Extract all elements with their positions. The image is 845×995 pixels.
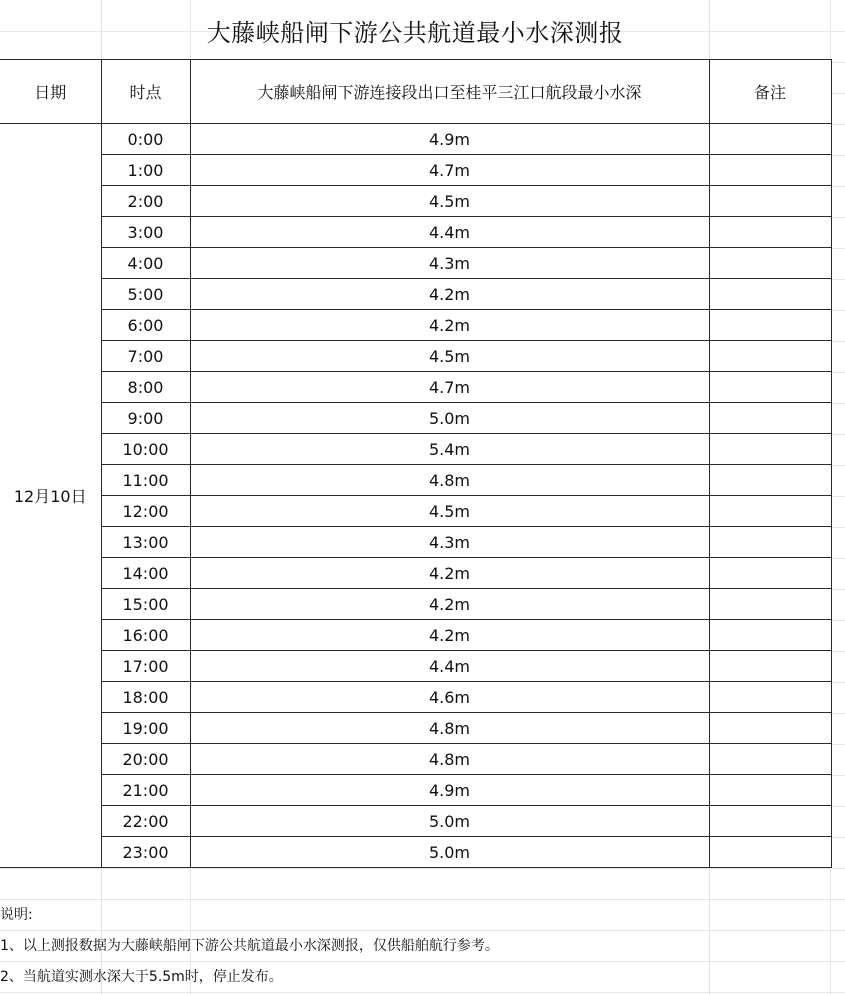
depth-cell: 4.2m — [190, 589, 709, 620]
depth-cell: 4.3m — [190, 527, 709, 558]
remark-cell — [709, 527, 831, 558]
report-title: 大藤峡船闸下游公共航道最小水深测报 — [206, 18, 624, 47]
depth-column-header: 大藤峡船闸下游连接段出口至桂平三江口航段最小水深 — [190, 60, 709, 124]
time-cell: 12:00 — [101, 496, 190, 527]
time-cell: 20:00 — [101, 744, 190, 775]
remark-column-header: 备注 — [709, 60, 831, 124]
time-cell: 16:00 — [101, 620, 190, 651]
time-cell: 8:00 — [101, 372, 190, 403]
notes-heading: 说明: — [0, 907, 33, 923]
time-cell: 10:00 — [101, 434, 190, 465]
time-cell: 15:00 — [101, 589, 190, 620]
remark-cell — [709, 465, 831, 496]
depth-cell: 5.0m — [190, 403, 709, 434]
time-cell: 18:00 — [101, 682, 190, 713]
remark-cell — [709, 372, 831, 403]
time-cell: 0:00 — [101, 124, 190, 155]
table-row — [0, 527, 831, 558]
depth-cell: 5.4m — [190, 434, 709, 465]
table-row — [0, 248, 831, 279]
remark-cell — [709, 186, 831, 217]
remark-cell — [709, 558, 831, 589]
remark-cell — [709, 155, 831, 186]
depth-cell: 4.7m — [190, 372, 709, 403]
remark-cell — [709, 496, 831, 527]
table-row — [0, 310, 831, 341]
table-header-row — [0, 60, 831, 124]
date-cell: 12月10日 — [0, 124, 101, 868]
depth-cell: 4.8m — [190, 713, 709, 744]
remark-cell — [709, 217, 831, 248]
table-row — [0, 217, 831, 248]
depth-cell: 4.3m — [190, 248, 709, 279]
remark-cell — [709, 682, 831, 713]
note-item-1: 1、以上测报数据为大藤峡船闸下游公共航道最小水深测报，仅供船舶航行参考。 — [0, 938, 499, 954]
table-body — [0, 124, 831, 868]
remark-cell — [709, 248, 831, 279]
table-row — [0, 744, 831, 775]
depth-cell: 5.0m — [190, 837, 709, 868]
table-row — [0, 372, 831, 403]
time-cell: 23:00 — [101, 837, 190, 868]
depth-cell: 4.6m — [190, 682, 709, 713]
table-row — [0, 465, 831, 496]
remark-cell — [709, 279, 831, 310]
time-cell: 19:00 — [101, 713, 190, 744]
date-column-header: 日期 — [0, 60, 101, 124]
depth-cell: 4.8m — [190, 465, 709, 496]
depth-cell: 4.5m — [190, 341, 709, 372]
depth-cell: 4.2m — [190, 620, 709, 651]
table-row — [0, 124, 831, 155]
time-cell: 9:00 — [101, 403, 190, 434]
depth-cell: 4.2m — [190, 558, 709, 589]
time-cell: 5:00 — [101, 279, 190, 310]
depth-cell: 4.2m — [190, 310, 709, 341]
table-row — [0, 620, 831, 651]
table-row — [0, 403, 831, 434]
time-cell: 6:00 — [101, 310, 190, 341]
depth-cell: 5.0m — [190, 806, 709, 837]
table-row — [0, 496, 831, 527]
depth-cell: 4.5m — [190, 186, 709, 217]
time-cell: 21:00 — [101, 775, 190, 806]
time-cell: 2:00 — [101, 186, 190, 217]
time-cell: 1:00 — [101, 155, 190, 186]
depth-cell: 4.7m — [190, 155, 709, 186]
note-item-2: 2、当航道实测水深大于5.5m时，停止发布。 — [0, 969, 283, 985]
remark-cell — [709, 341, 831, 372]
depth-cell: 4.4m — [190, 217, 709, 248]
remark-cell — [709, 589, 831, 620]
remark-cell — [709, 837, 831, 868]
remark-cell — [709, 775, 831, 806]
depth-cell: 4.4m — [190, 651, 709, 682]
time-cell: 17:00 — [101, 651, 190, 682]
depth-report-table — [0, 59, 832, 868]
remark-cell — [709, 310, 831, 341]
remark-cell — [709, 434, 831, 465]
table-row — [0, 837, 831, 868]
depth-cell: 4.9m — [190, 124, 709, 155]
table-row — [0, 806, 831, 837]
depth-cell: 4.5m — [190, 496, 709, 527]
table-row — [0, 155, 831, 186]
remark-cell — [709, 620, 831, 651]
time-cell: 14:00 — [101, 558, 190, 589]
remark-cell — [709, 744, 831, 775]
remark-cell — [709, 713, 831, 744]
table-row — [0, 558, 831, 589]
table-row — [0, 186, 831, 217]
time-cell: 22:00 — [101, 806, 190, 837]
depth-cell: 4.8m — [190, 744, 709, 775]
table-row — [0, 434, 831, 465]
time-column-header: 时点 — [101, 60, 190, 124]
table-row — [0, 279, 831, 310]
table-row — [0, 341, 831, 372]
time-cell: 11:00 — [101, 465, 190, 496]
remark-cell — [709, 651, 831, 682]
remark-cell — [709, 124, 831, 155]
remark-cell — [709, 806, 831, 837]
table-row — [0, 775, 831, 806]
table-row — [0, 651, 831, 682]
notes-section — [0, 900, 845, 993]
time-cell: 3:00 — [101, 217, 190, 248]
table-row — [0, 589, 831, 620]
depth-cell: 4.2m — [190, 279, 709, 310]
depth-cell: 4.9m — [190, 775, 709, 806]
remark-cell — [709, 403, 831, 434]
table-row — [0, 682, 831, 713]
time-cell: 4:00 — [101, 248, 190, 279]
time-cell: 13:00 — [101, 527, 190, 558]
time-cell: 7:00 — [101, 341, 190, 372]
table-row — [0, 713, 831, 744]
